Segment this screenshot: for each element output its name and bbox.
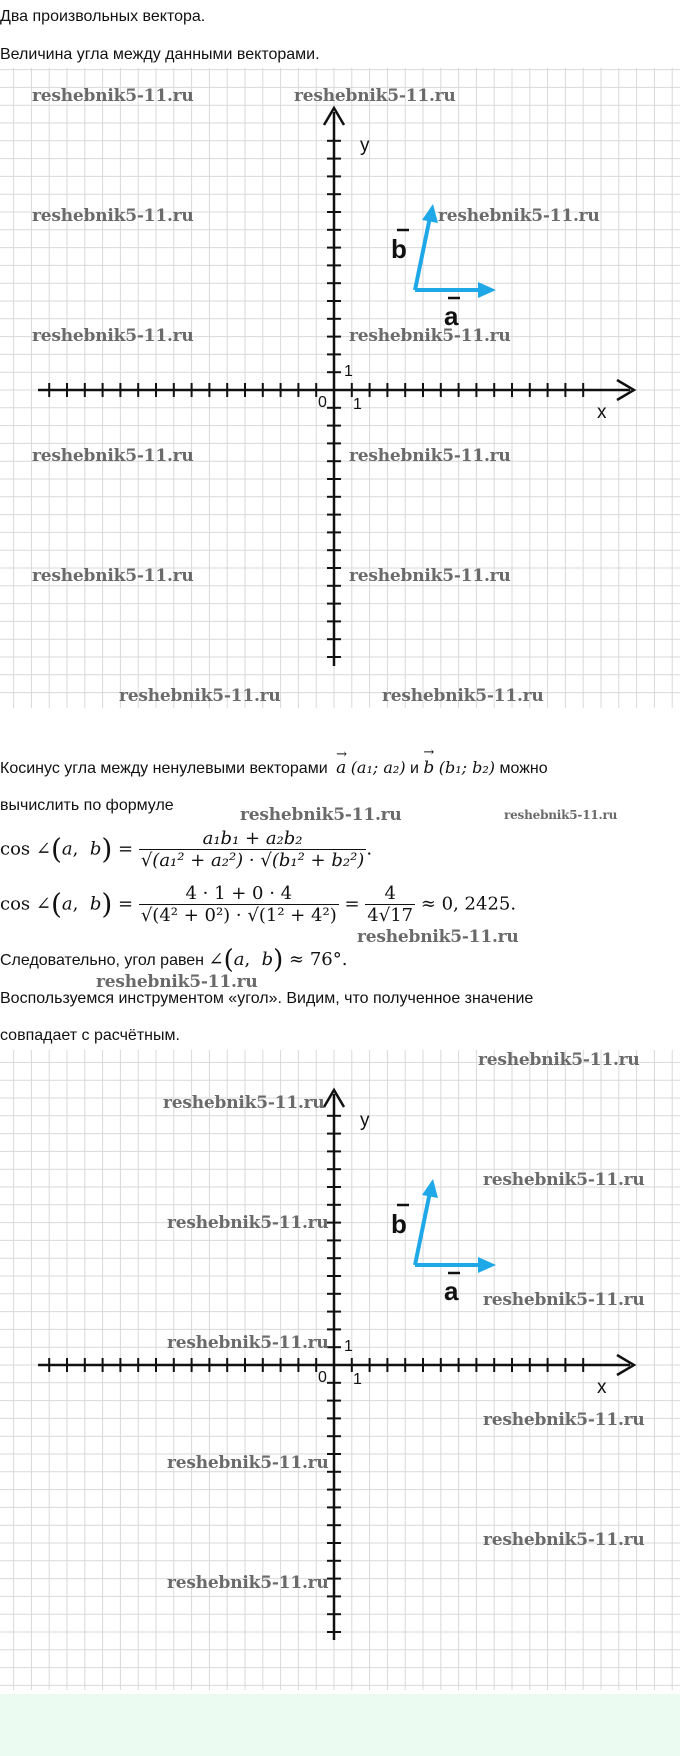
watermark: reshebnik5-11.ru xyxy=(349,326,511,346)
x-axis-label: x xyxy=(597,1377,607,1398)
unit-y-label: 1 xyxy=(344,1338,353,1355)
vector-a-label: a xyxy=(444,301,459,331)
watermark: reshebnik5-11.ru xyxy=(167,1213,329,1233)
y-axis xyxy=(324,108,344,666)
general-numerator: a₁b₁ + a₂b₂ xyxy=(139,828,366,850)
intro-line-1: Два произвольных вектора. xyxy=(0,8,206,25)
vector-b xyxy=(415,1179,438,1265)
therefore-line xyxy=(0,945,348,975)
origin-label: 0 xyxy=(318,394,327,411)
watermark: reshebnik5-11.ru xyxy=(96,972,258,992)
watermark: reshebnik5-11.ru xyxy=(438,206,600,226)
formula-specific: cos ∠(a, b) = $\frac{4 \cdot 1 + 0 \cdot 4}{\text{√(4² + 0²) · √(1² + 4²)}}$ = $\frac{4}{4√17}$ ≈ 0, 2425. xyxy=(0,883,517,926)
unit-x-label: 1 xyxy=(353,396,362,413)
watermark: reshebnik5-11.ru xyxy=(382,686,544,706)
watermark: reshebnik5-11.ru xyxy=(349,446,511,466)
vector-b xyxy=(415,204,438,290)
cos-fn: cos xyxy=(0,838,31,860)
vector-b-symbol: → b xyxy=(423,745,435,778)
cos-fn: cos xyxy=(0,893,31,915)
specific-denominator: √(4² + 0²) · √(1² + 4²) xyxy=(140,905,337,926)
y-axis-label: y xyxy=(360,1110,370,1131)
specific-numerator: 4 · 1 + 0 · 4 xyxy=(139,883,339,905)
simplified-denominator: 4√17 xyxy=(367,905,414,926)
vector-b-label: b xyxy=(391,1209,407,1239)
formula-label: вычислить по формуле xyxy=(0,797,174,814)
x-axis xyxy=(38,1355,634,1375)
x-axis-label: x xyxy=(597,402,607,423)
cosine-and: и xyxy=(410,760,419,777)
watermark: reshebnik5-11.ru xyxy=(167,1333,329,1353)
watermark: reshebnik5-11.ru xyxy=(32,86,194,106)
cosine-intro-text: Косинус угла между ненулевыми векторами xyxy=(0,760,328,777)
watermark: reshebnik5-11.ru xyxy=(32,326,194,346)
unit-y-label: 1 xyxy=(344,363,353,380)
watermark: reshebnik5-11.ru xyxy=(357,927,519,947)
vector-a-symbol: → a xyxy=(336,747,347,778)
vector-graph-1 xyxy=(0,68,680,708)
watermark: reshebnik5-11.ru xyxy=(483,1290,645,1310)
therefore-text: Следовательно, угол равен xyxy=(0,952,205,969)
angle-result: ≈ 76°. xyxy=(289,949,348,970)
watermark: reshebnik5-11.ru xyxy=(32,206,194,226)
vector-a-coords: (a₁; a₂) xyxy=(350,758,406,777)
watermark: reshebnik5-11.ru xyxy=(119,686,281,706)
coincides-line: совпадает с расчётным. xyxy=(0,1027,180,1044)
simplified-numerator: 4 xyxy=(365,883,415,905)
watermark: reshebnik5-11.ru xyxy=(483,1530,645,1550)
footer-band xyxy=(0,1694,680,1756)
cosine-can: можно xyxy=(499,760,548,777)
angle-symbol: ∠ xyxy=(35,893,51,915)
watermark: reshebnik5-11.ru xyxy=(163,1093,325,1113)
formula-general: cos ∠(a, b) = $\frac{\text{a₁b₁ + a₂b₂}}{\text{√(a₁² + a₂²) · √(b₁² + b₂²)}}$ . xyxy=(0,828,373,871)
watermark: reshebnik5-11.ru xyxy=(32,446,194,466)
approx-value: ≈ 0, 2425. xyxy=(420,893,517,915)
watermark: reshebnik5-11.ru xyxy=(504,808,618,822)
vector-a-label: a xyxy=(444,1276,459,1306)
watermark: reshebnik5-11.ru xyxy=(167,1453,329,1473)
vector-b-label: b xyxy=(391,234,407,264)
watermark: reshebnik5-11.ru xyxy=(167,1573,329,1593)
angle-expression: ∠(a, b) ≈ 76°. xyxy=(208,945,348,975)
intro-line-2: Величина угла между данными векторами. xyxy=(0,46,320,63)
vector-a xyxy=(415,1257,496,1273)
cosine-intro-line xyxy=(0,745,548,780)
watermark: reshebnik5-11.ru xyxy=(483,1170,645,1190)
watermark: reshebnik5-11.ru xyxy=(483,1410,645,1430)
watermark: reshebnik5-11.ru xyxy=(349,566,511,586)
unit-x-label: 1 xyxy=(353,1371,362,1388)
vector-graph-2 xyxy=(0,1050,680,1690)
watermark: reshebnik5-11.ru xyxy=(32,566,194,586)
watermark: reshebnik5-11.ru xyxy=(294,86,456,106)
x-axis xyxy=(38,380,634,400)
watermark: reshebnik5-11.ru xyxy=(478,1050,640,1070)
vector-a xyxy=(415,282,496,298)
origin-label: 0 xyxy=(318,1369,327,1386)
watermark: reshebnik5-11.ru xyxy=(240,805,402,825)
y-axis-label: y xyxy=(360,135,370,156)
angle-symbol: ∠ xyxy=(35,838,51,860)
vector-b-coords: (b₁; b₂) xyxy=(438,758,496,777)
tool-line: Воспользуемся инструментом «угол». Видим, что полученное значение xyxy=(0,990,534,1007)
general-denominator: √(a₁² + a₂²) · √(b₁² + b₂²) xyxy=(140,850,365,871)
